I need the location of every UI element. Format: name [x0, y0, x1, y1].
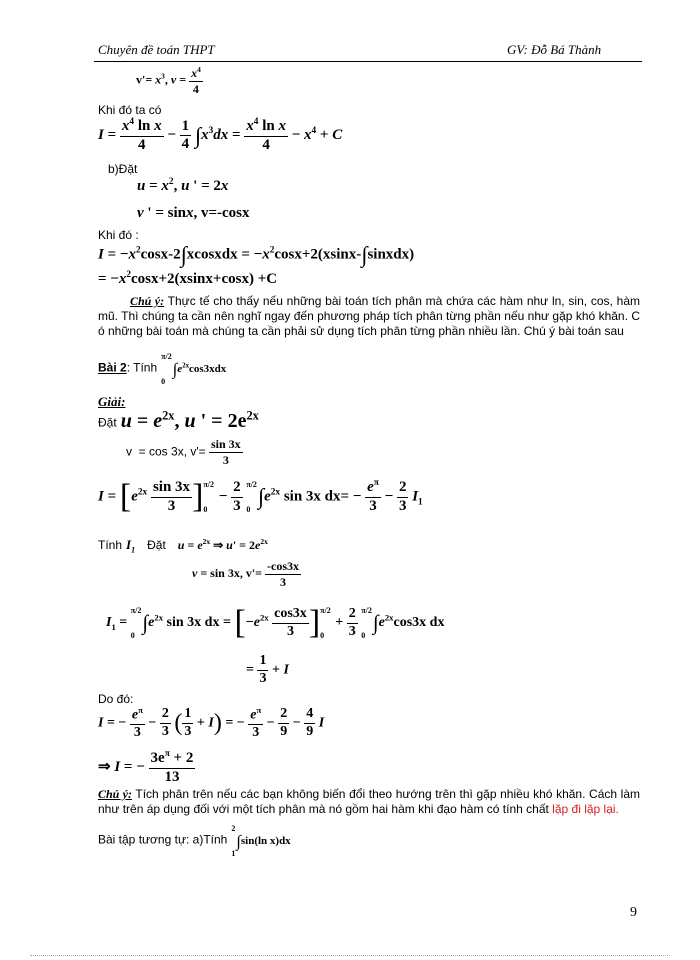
solution-label: Giải:: [98, 394, 126, 409]
note-text-2: Tích phân trên nếu các bạn không biến đổi theo hướng trên thì gặp nhiều khó khăn. Cách làm như trên áp dụng đối với một tích phân mà nó gồm hai hàm khi đạo hàm có tính chất: [98, 787, 640, 816]
substitution-I1: Tính $I_1$ Đặt $u = e^{2x}$ ⇒ $u' = 2e^{2x}$: [98, 537, 268, 555]
formula-I-a: I = $\frac{x^4 \ln x}{4}$ − $\frac{1}{4}$ $\int x^3dx$ = $\frac{x^4 \ln x}{4}$ − $x^4 + C$: [98, 117, 343, 153]
header-right: GV: Đỗ Bá Thành: [507, 42, 602, 57]
header-rule: [94, 61, 642, 62]
note-label-2: Chú ý:: [98, 787, 132, 801]
text-dat: Đặt: [98, 415, 117, 430]
problem-2-label: Bài 2: [98, 360, 127, 375]
note-text-2-highlight: lặp đi lặp lại.: [552, 802, 619, 816]
page-number: 9: [630, 905, 637, 920]
note-text-1: Thực tế cho thấy nếu những bài toán tích phân mà chứa các hàm như ln, sin, cos, hàm mũ. Thì chúng ta cần nên nghĩ ngay đến phương pháp tích phân từng phần nếu như gặp khó khăn. C ó những bài toán mà chúng ta cần phải sử dụng tích phân từng phần nhiều lần. Chú ý bài toán sau: [98, 294, 640, 338]
formula-v: $v'= x^3$, v = $\frac{x^4}{4}$: [136, 65, 201, 96]
exercise-line: Bài tập tương tự: a)Tính 2 1 ∫sin(ln x)dx: [98, 824, 291, 858]
header-left: Chuyên đề toán THPT: [98, 42, 215, 57]
formula-I-b2: = $-x^2\cos x+2(xsinx+\cos x) +C$: [98, 270, 278, 287]
text-do-do: Do đó:: [98, 692, 134, 706]
formula-I1-result: = $\frac{1}{3}$ + I: [246, 653, 289, 686]
problem-2: Bài 2: Tính π/2 0 $\int e^{2x}\cos 3xdx$: [98, 352, 227, 386]
formula-u: $u = x^2$, u ' = 2x: [137, 177, 229, 194]
formula-I-bai2: $I = [e^{2x}$ $\frac{\sin 3x}{3}$ ] π/2 0 − $\frac{2}{3}$ π/2 0 $\int e^{2x}$ sin 3x dx= − $\frac{e^\pi}{3}$ − $\frac{2}{3}$ $I_1$: [98, 478, 423, 515]
formula-I-b1: $I = -x^2\cos x-2\int xcosxdx$ = $-x^2\cos x+2(xsinx-\int sinxdx)$: [98, 242, 415, 267]
text-khi-do-ta-co: Khi đó ta có: [98, 103, 162, 117]
formula-I-final: ⇒ I = − $\frac{3e^\pi + 2}{13}$: [98, 749, 194, 785]
exercise-text: Bài tập tương tự: a)Tính: [98, 832, 228, 847]
text-tinh-I1: Tính: [98, 538, 123, 552]
formula-I-solve: I = − $\frac{e^\pi}{3}$ − $\frac{2}{3}$ ( $\frac{1}{3}$ + I) = − $\frac{e^\pi}{3}$ − $\frac{2}{9}$ − $\frac{4}{9}$ I: [98, 705, 325, 741]
substitution-1: Đặt $u = e^{2x}$, u ' = $2e^{2x}$: [98, 408, 259, 432]
problem-2-tinh: : Tính: [126, 360, 158, 375]
note-paragraph-1: [98, 294, 640, 339]
note-paragraph-2: [98, 787, 640, 817]
formula-v-cos3x: v = cos 3x, v'= $\frac{\sin 3x}{3}$: [126, 437, 241, 467]
text-b-dat: b)Đặt: [108, 162, 138, 176]
footer-rule: [30, 955, 670, 956]
formula-I1: $I_1$ = π/2 0 $\int e^{2x}$ sin 3x dx = [$-e^{2x}$ $\frac{\cos 3x}{3}$ ] π/2 0 + $\frac{2}{3}$ π/2 0 $\int e^{2x}\cos 3x$ dx: [106, 604, 445, 641]
text-khi-do: Khi đó :: [98, 228, 139, 242]
note-label-1: Chú ý:: [130, 294, 165, 308]
text-dat-2: Đặt: [147, 538, 166, 552]
formula-v-b: v ' = sinx, v=-cosx: [137, 205, 250, 221]
formula-v-sin3x: v = sin 3x, v'= $\frac{-\cos 3x}{3}$: [192, 559, 300, 589]
